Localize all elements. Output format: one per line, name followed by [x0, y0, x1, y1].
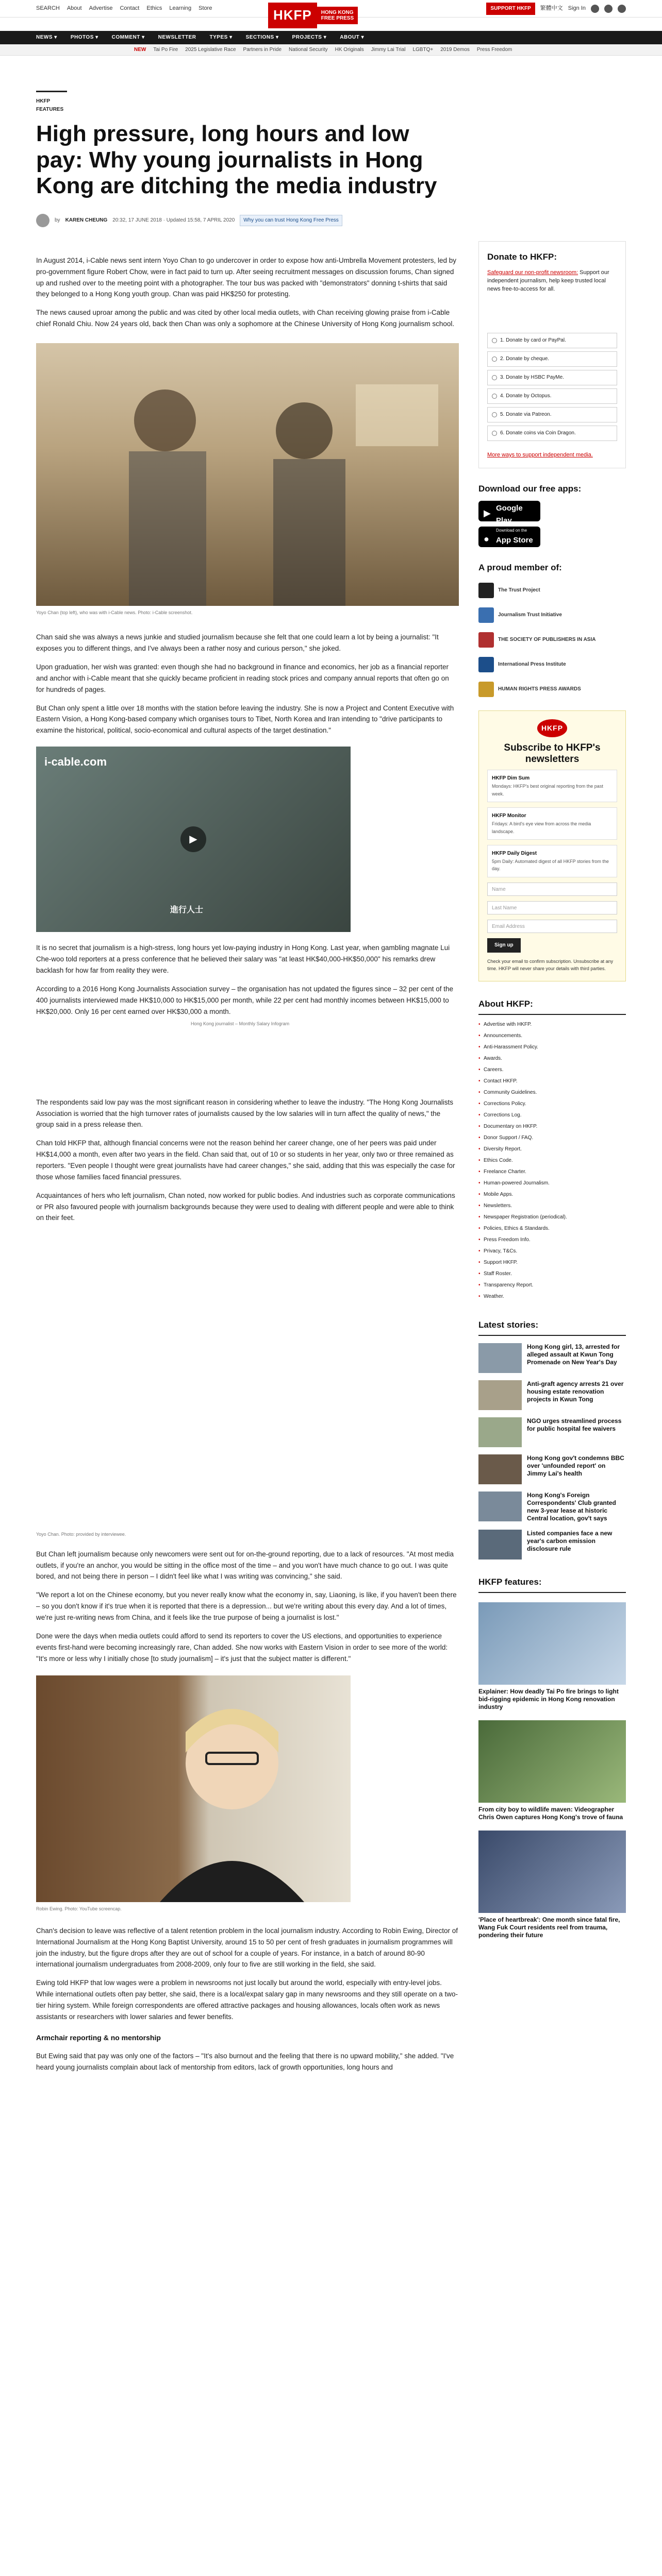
donate-option-cheque[interactable]	[487, 351, 617, 367]
story-thumbnail	[478, 1530, 522, 1560]
nav-types[interactable]: TYPES ▾	[209, 35, 233, 40]
trending-link[interactable]: HK Originals	[335, 46, 364, 53]
play-icon[interactable]: ▶	[180, 826, 206, 852]
story-thumbnail	[478, 1454, 522, 1484]
paragraph: The respondents said low pay was the most significant reason in considering whether to leave the industry. "The Hong Kong Journalists Association is worried that the high turnover rates of journalists caused by the low salaries will in turn affect the quality of news," the group said in a press release then.	[36, 1098, 453, 1129]
paragraph: Chan said she was always a news junkie and studied journalism because she felt that one could learn a lot by being a journalist: "It exposes you to different things, and I've always been a rather nosy and curious person," she joked.	[36, 633, 439, 653]
author-avatar	[36, 214, 49, 227]
email-field[interactable]: Email Address	[487, 920, 617, 933]
section-heading: Armchair reporting & no mentorship	[36, 2033, 161, 2042]
signup-button[interactable]: Sign up	[487, 938, 521, 953]
article-image-protest	[36, 343, 459, 606]
donate-option-octopus[interactable]	[487, 388, 617, 404]
trending-link[interactable]: National Security	[289, 46, 328, 53]
publish-date: 20:32, 17 JUNE 2018 · Updated 15:58, 7 APRIL 2020	[112, 217, 235, 223]
new-badge: NEW	[134, 46, 146, 53]
nav-photos[interactable]: PHOTOS ▾	[70, 35, 98, 40]
about-link[interactable]: • Transparency Report.	[478, 1280, 626, 1291]
paragraph: In August 2014, i-Cable news sent intern Yoyo Chan to go undercover in order to expose how anti-Umbrella Movement protesters, led by pro-government figure Robert Chow, were in fact paid to turn up. After seeing recruitment messages on discussion forums, Chan signed up and rushed over to the meeting point with a photographer. The tour bus was packed with "demonstrators" donning t-shirts that said they belonged to a Hong Kong youth group. Chan was paid HK$250 for protesting.	[36, 256, 456, 298]
story-title: Hong Kong's Foreign Correspondents' Club granted new 3-year lease at historic Central location, gov't says	[527, 1491, 616, 1522]
feature-story[interactable]	[478, 1720, 626, 1821]
author-name[interactable]: KAREN CHEUNG	[65, 217, 108, 223]
about-list	[478, 1019, 626, 1302]
feature-image	[478, 1831, 626, 1913]
newsletter-logo: HKFP	[537, 719, 567, 737]
member-trust-project[interactable]	[478, 582, 626, 599]
image-caption: Yoyo Chan (top left), who was with i-Cable news. Photo: i-Cable screenshot.	[36, 609, 193, 615]
support-button[interactable]: SUPPORT HKFP	[486, 3, 535, 15]
nav-newsletter[interactable]: NEWSLETTER	[158, 35, 196, 40]
latest-story[interactable]	[478, 1492, 626, 1522]
logo-line-1: HONG KONG	[321, 10, 354, 15]
latest-title: Latest stories:	[478, 1318, 626, 1336]
about-link[interactable]: • Community Guidelines.	[478, 1087, 626, 1098]
google-play-label: Google Play	[496, 503, 523, 525]
latest-story[interactable]	[478, 1380, 626, 1410]
paragraph: But Ewing said that pay was only one of the factors – "It's also burnout and the feeling that there is no upward mobility," she added. "I've heard young journalists complain about lack of mentorship from editors, lack of growth opportunities, long hours and	[36, 2052, 454, 2071]
latest-story[interactable]	[478, 1343, 626, 1373]
sidebar	[478, 56, 626, 1939]
about-link[interactable]: • Advertise with HKFP.	[478, 1019, 626, 1030]
image-caption: Yoyo Chan. Photo: provided by interviewee.	[36, 1532, 126, 1537]
story-title: Listed companies face a new year's carbon emission disclosure rule	[527, 1529, 613, 1552]
article-video[interactable]	[36, 747, 351, 932]
trending-link[interactable]: Partners in Pride	[243, 46, 282, 53]
radio-icon	[492, 431, 497, 436]
donate-intro-link[interactable]: Safeguard our non-profit newsroom:	[487, 269, 578, 276]
apple-icon: ●	[484, 534, 489, 545]
facebook-icon[interactable]	[591, 5, 599, 13]
latest-story[interactable]	[478, 1454, 626, 1484]
store-link[interactable]: Store	[198, 5, 212, 11]
story-thumbnail	[478, 1417, 522, 1447]
story-thumbnail	[478, 1492, 522, 1521]
about-link[interactable]: • Mobile Apps.	[478, 1189, 626, 1200]
donate-option-label: 1. Donate by card or PayPal.	[500, 337, 566, 343]
member-label: The Trust Project	[498, 587, 540, 594]
video-watermark: i-cable.com	[44, 755, 107, 769]
nav-comment[interactable]: COMMENT ▾	[111, 35, 145, 40]
donate-option-label: 5. Donate via Patreon.	[500, 412, 552, 417]
donate-option-card[interactable]	[487, 333, 617, 348]
feature-title: From city boy to wildlife maven: Videographer Chris Owen captures Hong Kong's trove of fauna	[478, 1806, 623, 1821]
trending-link[interactable]: Press Freedom	[476, 46, 512, 53]
instagram-icon[interactable]	[618, 5, 626, 13]
trending-link[interactable]: Jimmy Lai Trial	[371, 46, 406, 53]
logo-mark: HKFP	[268, 3, 317, 28]
article-image-ewing	[36, 1675, 351, 1902]
newsletter-option-desc: Fridays: A bird's eye view from across the media landscape.	[492, 821, 591, 834]
donate-intro-text: Support our independent journalism, help keep trusted local news free-to-access for all.	[487, 269, 609, 293]
story-title: NGO urges streamlined process for public hospital fee waivers	[527, 1417, 622, 1432]
donate-box	[478, 241, 626, 468]
logo-line-2: FREE PRESS	[321, 15, 354, 21]
member-hrpa[interactable]	[478, 681, 626, 698]
paragraph: "We report a lot on the Chinese economy, but you never really know what the economy in, say, Liaoning, is like, if you haven't been there – so you don't know if it's true when it is reported that there is a depression... but we're writing about this every day. And a lot of times, we're just re-writing news from China, and it feels like the true purpose of being a journalist is lost."	[36, 1591, 457, 1622]
app-store-label: App Store	[496, 535, 533, 545]
donate-intro	[487, 269, 617, 294]
donate-option-label: 4. Donate by Octopus.	[500, 393, 552, 399]
chart-caption: Hong Kong journalist – Monthly Salary Infogram	[191, 1021, 290, 1027]
newsletter-option-dimsum[interactable]	[487, 770, 617, 802]
protest-scene-illustration	[36, 343, 459, 606]
donate-option-label: 2. Donate by cheque.	[500, 356, 550, 362]
trust-project-icon	[478, 583, 494, 598]
search-link[interactable]: SEARCH	[36, 5, 60, 11]
apps-title: Download our free apps:	[478, 483, 582, 494]
about-link[interactable]: • Staff Roster.	[478, 1268, 626, 1280]
member-label: International Press Institute	[498, 662, 566, 668]
radio-icon	[492, 338, 497, 343]
latest-story[interactable]	[478, 1417, 626, 1447]
top-utility-bar	[0, 0, 662, 23]
ethics-link[interactable]: Ethics	[146, 5, 162, 11]
feature-story[interactable]	[478, 1831, 626, 1939]
feature-title: 'Place of heartbreak': One month since fatal fire, Wang Fuk Court residents reel from trauma, pondering their future	[478, 1916, 620, 1939]
google-play-small: GET IT ON	[496, 496, 517, 501]
feature-image	[478, 1720, 626, 1803]
member-label: THE SOCIETY OF PUBLISHERS IN ASIA	[498, 637, 596, 643]
member-title: A proud member of:	[478, 563, 562, 573]
paragraph: It is no secret that journalism is a high-stress, long hours yet low-paying industry in Hong Kong. Last year, when gambling magnate Lui Che-woo told reporters at a press conference that he believed their salary was "at least HK$40,000-HK$50,000" his remarks drew backlash for how far from reality they were.	[36, 944, 450, 974]
paragraph: Chan told HKFP that, although financial concerns were not the reason behind her career change, one of her peers was paid under HK$14,000 a month, even after two years in the field. Chan said that, out of 10 or so students in her year, only two or three remained as reporters. "Even people I thought were great journalists have had career changes," she said, adding that this was especially the case for those whose families faced financial pressures.	[36, 1139, 455, 1181]
about-link[interactable]: • Policies, Ethics & Standards.	[478, 1223, 626, 1234]
donate-title: Donate to HKFP:	[487, 252, 557, 262]
newsletter-option-name: HKFP Dim Sum	[492, 775, 530, 782]
nav-projects[interactable]: PROJECTS ▾	[292, 35, 327, 40]
newsletter-title: Subscribe to HKFP's newsletters	[504, 742, 601, 765]
paragraph: Upon graduation, her wish was granted: even though she had no background in finance and economics, her job as a financial reporter and anchor with i-Cable meant that she quickly became proficient in reading stock prices and company annual reports that often go on for hundreds of pages.	[36, 663, 449, 693]
about-link[interactable]: • Documentary on HKFP.	[478, 1121, 626, 1132]
newsletter-option-desc: Mondays: HKFP's best original reporting from the past week.	[492, 784, 603, 796]
nav-about[interactable]: ABOUT ▾	[340, 35, 365, 40]
donate-option-label: 6. Donate coins via Coin Dragon.	[500, 430, 576, 436]
advertise-link[interactable]: Advertise	[89, 5, 113, 11]
trending-nav	[0, 44, 662, 56]
trending-link[interactable]: 2019 Demos	[440, 46, 470, 53]
sopa-icon	[478, 632, 494, 648]
author-prefix: by	[55, 217, 60, 223]
about-link[interactable]: • Press Freedom Info.	[478, 1234, 626, 1246]
donate-more-link[interactable]: More ways to support independent media.	[487, 452, 593, 458]
newsletter-option-name: HKFP Daily Digest	[492, 850, 537, 856]
features-title: HKFP features:	[478, 1575, 626, 1593]
trending-link[interactable]: 2025 Legislative Race	[185, 46, 236, 53]
donate-option-label: 3. Donate by HSBC PayMe.	[500, 375, 564, 380]
about-link[interactable]: • Support HKFP.	[478, 1257, 626, 1268]
about-link[interactable]: • Freelance Charter.	[478, 1166, 626, 1178]
paragraph: Acquaintances of hers who left journalism, Chan noted, now worked for public bodies. And industries such as corporate communications or PR also favoured people with journalism backgrounds because they were used to dealing with different people and were able to think on their feet.	[36, 1191, 455, 1222]
story-title: Anti-graft agency arrests 21 over housing estate renovation projects in Kwun Tong	[527, 1380, 624, 1403]
member-jti[interactable]	[478, 606, 626, 624]
paragraph: Ewing told HKFP that low wages were a problem in newsrooms not just locally but around the world, especially with entry-level jobs. While international outlets often pay better, she said, there is a local/expat salary gap in many newsrooms and they still operate on a two-tier hiring system. While foreign correspondents are offered attractive packages and housing allowances, locals often work as news assistants or researchers with lower salaries and fewer benefits.	[36, 1979, 458, 2021]
feature-title: Explainer: How deadly Tai Po fire brings to light bid-rigging epidemic in Hong Kong renovation industry	[478, 1688, 619, 1711]
google-play-button[interactable]	[478, 496, 540, 525]
member-label: HUMAN RIGHTS PRESS AWARDS	[498, 686, 581, 692]
article	[36, 56, 459, 2073]
newsletter-option-digest[interactable]	[487, 845, 617, 877]
story-title: Hong Kong girl, 13, arrested for alleged assault at Kwun Tong Promenade on New Year's Day	[527, 1343, 620, 1366]
learning-link[interactable]: Learning	[169, 5, 192, 11]
hrpa-icon	[478, 682, 494, 697]
site-logo[interactable]	[268, 0, 358, 31]
newsletter-box	[478, 710, 626, 981]
feature-story[interactable]	[478, 1602, 626, 1711]
newsletter-option-desc: 5pm Daily: Automated digest of all HKFP stories from the day.	[492, 858, 609, 872]
donate-option-coins[interactable]	[487, 426, 617, 441]
about-link[interactable]: • Announcements.	[478, 1030, 626, 1042]
portrait-illustration	[36, 1675, 351, 1902]
trending-link[interactable]: LGBTQ+	[412, 46, 434, 53]
app-store-button[interactable]	[478, 527, 540, 547]
language-link[interactable]: 繁體中文	[540, 5, 563, 11]
about-link[interactable]: About	[67, 5, 82, 11]
video-overlay-text: 進行人士	[170, 905, 204, 914]
donate-option-payme[interactable]	[487, 370, 617, 385]
about-link[interactable]: • Privacy, T&Cs.	[478, 1246, 626, 1257]
paragraph: The news caused uproar among the public and was cited by other local media outlets, with Chan receiving glowing praise from i-Cable chief Ronald Chiu. Now 24 years old, back then Chan was only a sophomore at the Chinese University of Hong Kong journalism school.	[36, 309, 455, 328]
google-play-icon: ▶	[484, 508, 491, 519]
contact-link[interactable]: Contact	[120, 5, 140, 11]
trending-link[interactable]: Tai Po Fire	[153, 46, 178, 53]
last-name-field[interactable]: Last Name	[487, 901, 617, 914]
radio-icon	[492, 357, 497, 362]
newsletter-option-monitor[interactable]	[487, 807, 617, 840]
newsletter-footnote: Check your email to confirm subscription. Unsubscribe at any time. HKFP will never share your details with third parties.	[487, 958, 614, 972]
ipi-icon	[478, 657, 494, 672]
paragraph: Chan's decision to leave was reflective of a talent retention problem in the local journalism industry. According to Robin Ewing, Director of International Journalism at the Hong Kong Baptist University, around 15 to 50 per cent of fresh graduates in journalism programmes will join the industry, but the figure drops after they are out of school for a couple of years. For instance, in a batch of around 80-90 international journalism undergraduates from 2008-2009, only four to five are still working in the field, she said.	[36, 1926, 458, 1969]
paragraph: According to a 2016 Hong Kong Journalists Association survey – the organisation has not updated the figures since – 32 per cent of the 400 journalists interviewed made HK$10,000 to HK$15,000 per month, while 22 per cent had monthly incomes between HK$15,000 to HK$20,000. Only 16 per cent earned over HK$30,000 a month.	[36, 985, 454, 1015]
latest-story[interactable]	[478, 1530, 626, 1560]
about-link[interactable]: • Corrections Log.	[478, 1110, 626, 1121]
about-link[interactable]: • Diversity Report.	[478, 1144, 626, 1155]
about-link[interactable]: • Anti-Harassment Policy.	[478, 1042, 626, 1053]
app-store-small: Download on the	[496, 528, 527, 533]
about-link[interactable]: • Donor Support / FAQ.	[478, 1132, 626, 1144]
member-sopa[interactable]	[478, 631, 626, 649]
about-title: About HKFP:	[478, 997, 626, 1015]
story-thumbnail	[478, 1380, 522, 1410]
article-title: High pressure, long hours and low pay: Why young journalists in Hong Kong are ditching the media industry	[36, 121, 437, 199]
about-link[interactable]: • Careers.	[478, 1064, 626, 1076]
article-kicker[interactable]: HKFP FEATURES	[36, 91, 67, 114]
story-thumbnail	[478, 1343, 522, 1373]
nav-sections[interactable]: SECTIONS ▾	[245, 35, 279, 40]
byline	[36, 214, 459, 227]
twitter-icon[interactable]	[604, 5, 613, 13]
embed-spacer	[36, 1224, 459, 1528]
trust-badge[interactable]: Why you can trust Hong Kong Free Press	[240, 215, 342, 226]
about-link[interactable]: • Newsletters.	[478, 1200, 626, 1212]
about-link[interactable]: • Contact HKFP.	[478, 1076, 626, 1087]
about-link[interactable]: • Human-powered Journalism.	[478, 1178, 626, 1189]
newsletter-option-name: HKFP Monitor	[492, 813, 526, 819]
radio-icon	[492, 412, 497, 417]
about-link[interactable]: • Corrections Policy.	[478, 1098, 626, 1110]
paragraph: But Chan only spent a little over 18 months with the station before leaving the industry. She is now a Project and Content Executive with Eastern Vision, a Hong Kong-based company which organises tours to Tibet, North Korea and Iran intending to "drive participants to examine the historical, political, socio-economical and cultural aspects of the target destination."	[36, 704, 454, 735]
logo-wordmark	[317, 7, 358, 24]
member-label: Journalism Trust Initiative	[498, 612, 562, 618]
name-field[interactable]: Name	[487, 883, 617, 896]
embed-spacer	[36, 1028, 459, 1090]
about-link[interactable]: • Newspaper Registration (periodical).	[478, 1212, 626, 1223]
paragraph: But Chan left journalism because only newcomers were sent out for on-the-ground reporting, due to a lack of resources. "At most media outlets, if you're an anchor, you would be sitting in the office most of the time – and you won't have much chance to go out. I was quite bored, and not being there in person – I didn't feel like what I was writing was convincing," she said.	[36, 1550, 454, 1581]
feature-image	[478, 1602, 626, 1685]
about-link[interactable]: • Awards.	[478, 1053, 626, 1064]
jti-icon	[478, 607, 494, 623]
radio-icon	[492, 375, 497, 380]
member-ipi[interactable]	[478, 656, 626, 673]
nav-news[interactable]: NEWS ▾	[36, 35, 57, 40]
about-link[interactable]: • Ethics Code.	[478, 1155, 626, 1166]
donate-option-patreon[interactable]	[487, 407, 617, 422]
story-title: Hong Kong gov't condemns BBC over 'unfounded report' on Jimmy Lai's health	[527, 1454, 624, 1477]
about-link[interactable]: • Weather.	[478, 1291, 626, 1302]
radio-icon	[492, 394, 497, 399]
paragraph: Done were the days when media outlets could afford to send its reporters to cover the US elections, and opportunities to experience events first-hand were becoming increasingly rare, Chan added. She now works with Eastern Vision in order to see more of the world: "It's more or less why I initially chose [to study journalism] – it's just that the subject matter is different."	[36, 1632, 448, 1663]
main-nav	[0, 31, 662, 44]
image-caption: Robin Ewing. Photo: YouTube screencap.	[36, 1906, 122, 1912]
signin-link[interactable]: Sign In	[568, 5, 586, 11]
